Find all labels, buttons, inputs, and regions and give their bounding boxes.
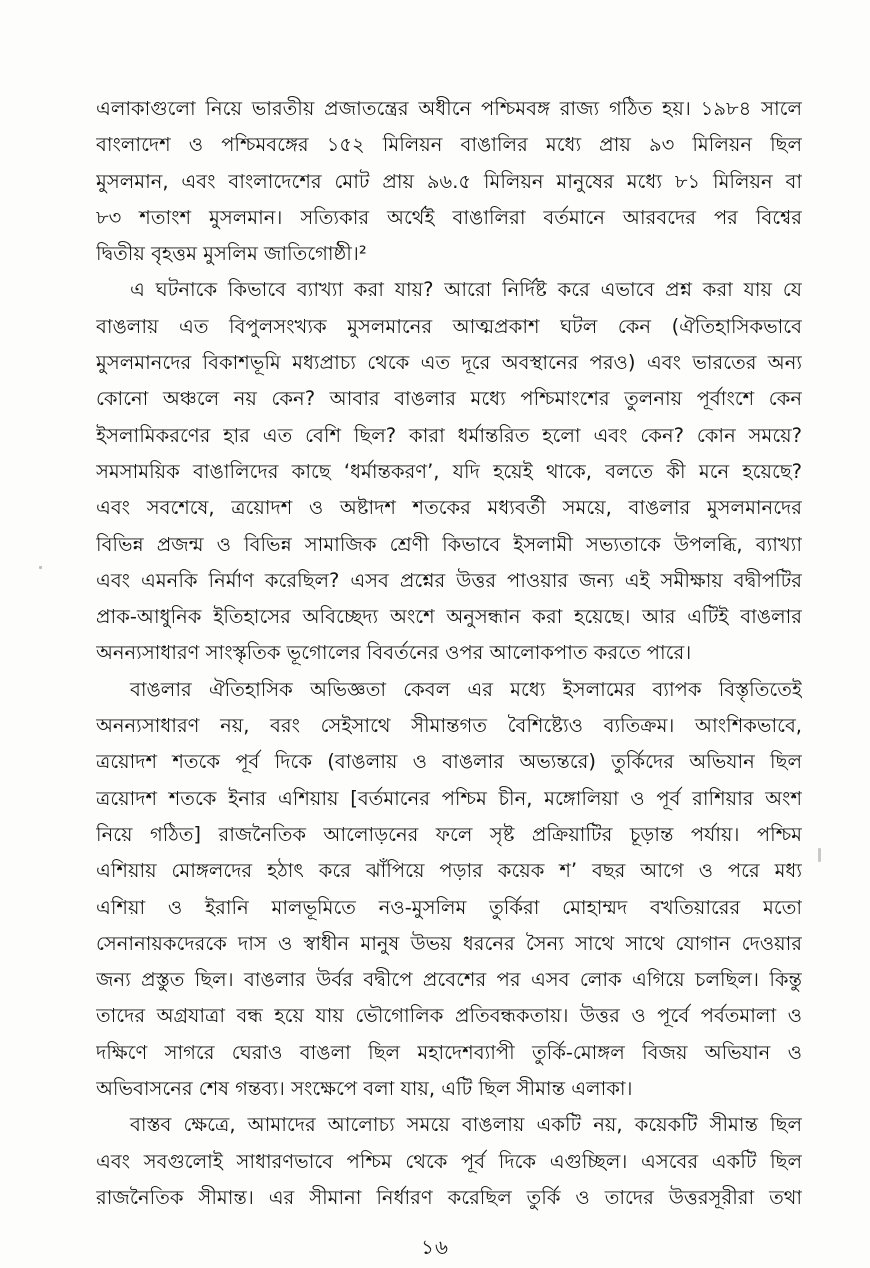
scan-speck [818, 848, 821, 862]
text-line: এবং এমনকি নির্মাণ করেছিল? এসব প্রশ্নের উত্তর পাওয়ার জন্য এই সমীক্ষায় বদ্বীপটির [96, 568, 802, 592]
text-line: বাঙলার ঐতিহাসিক অভিজ্ঞতা কেবল এর মধ্যে ইসলামের ব্যাপক বিস্তৃতিতেই [130, 677, 802, 701]
text-line: এ ঘটনাকে কিভাবে ব্যাখ্যা করা যায়? আরো নির্দিষ্ট করে এভাবে প্রশ্ন করা যায় যে [130, 278, 802, 302]
text-line: নিয়ে গঠিত] রাজনৈতিক আলোড়নের ফলে সৃষ্ট প্রক্রিয়াটির চূড়ান্ত পর্যায়। পশ্চিম [96, 822, 802, 846]
paragraph-3 [96, 672, 802, 1108]
text-line: এবং সবশেষে, ত্রয়োদশ ও অষ্টাদশ শতকের মধ্যবর্তী সময়ে, বাঙলার মুসলমানদের [96, 496, 802, 520]
text-line: ত্রয়োদশ শতকে পূর্ব দিকে (বাঙলায় ও বাঙলার অভ্যন্তরে) তুর্কিদের অভিযান ছিল [96, 750, 802, 774]
scan-speck [39, 566, 42, 569]
text-line: সমসাময়িক বাঙালিদের কাছে ‘ধর্মান্তকরণ’, যদি হয়েই থাকে, বলতে কী মনে হয়েছে? [96, 459, 802, 483]
text-line: এবং সবগুলোই সাধারণভাবে পশ্চিম থেকে পূর্ব দিকে এগুচ্ছিল। এসবের একটি ছিল [96, 1149, 802, 1173]
text-line: এলাকাগুলো নিয়ে ভারতীয় প্রজাতন্ত্রের অধীনে পশ্চিমবঙ্গ রাজ্য গঠিত হয়। ১৯৮৪ সালে [96, 97, 802, 120]
text-line: কোনো অঞ্চলে নয় কেন? আবার বাঙলার মধ্যে পশ্চিমাংশের তুলনায় পূর্বাংশে কেন [96, 387, 802, 411]
text-line: ইসলামিকরণের হার এত বেশি ছিল? কারা ধর্মান্তরিত হলো এবং কেন? কোন সময়ে? [96, 423, 802, 447]
text-line: এশিয়ায় মোঙ্গলদের হঠাৎ করে ঝাঁপিয়ে পড়ার কয়েক শ’ বছর আগে ও পরে মধ্য [96, 859, 802, 883]
text-line: ত্রয়োদশ শতকে ইনার এশিয়ায় [বর্তমানের পশ্চিম চীন, মঙ্গোলিয়া ও পূর্ব রাশিয়ার অংশ [96, 786, 802, 810]
text-line: প্রাক-আধুনিক ইতিহাসের অবিচ্ছেদ্য অংশে অনুসন্ধান করা হয়েছে। আর এটিই বাঙলার [96, 605, 802, 629]
text-line: এশিয়া ও ইরানি মালভূমিতে নও-মুসলিম তুর্কিরা মোহাম্মদ বখতিয়ারের মতো [96, 895, 802, 919]
text-line: অভিবাসনের শেষ গন্তব্য। সংক্ষেপে বলা যায়, এটি ছিল সীমান্ত এলাকা। [96, 1077, 633, 1101]
text-line: অনন্যসাধারণ সাংস্কৃতিক ভূগোলের বিবর্তনের ওপর আলোকপাত করতে পারে। [96, 641, 692, 665]
text-line: মুসলমান, এবং বাংলাদেশের মোট প্রায় ৯৬.৫ মিলিয়ন মানুষের মধ্যে ৮১ মিলিয়ন বা [96, 169, 802, 193]
paragraph-2 [96, 272, 802, 671]
text-line: বিভিন্ন প্রজন্ম ও বিভিন্ন সামাজিক শ্রেণী কিভাবে ইসলামী সভ্যতাকে উপলব্ধি, ব্যাখ্যা [96, 532, 802, 556]
text-line: রাজনৈতিক সীমান্ত। এর সীমানা নির্ধারণ করেছিল তুর্কি ও তাদের উত্তরসূরীরা তথা [96, 1185, 802, 1209]
body-text [96, 91, 802, 1216]
paragraph-4 [96, 1107, 802, 1216]
text-line: বাস্তব ক্ষেত্রে, আমাদের আলোচ্য সময়ে বাঙলায় একটি নয়, কয়েকটি সীমান্ত ছিল [130, 1113, 802, 1137]
text-line: মুসলমানদের বিকাশভূমি মধ্যপ্রাচ্য থেকে এত দূরে অবস্থানের পরও) এবং ভারতের অন্য [96, 351, 802, 375]
text-line: অনন্যসাধারণ নয়, বরং সেইসাথে সীমান্তগত বৈশিষ্ট্যেও ব্যতিক্রম। আংশিকভাবে, [96, 714, 802, 738]
text-line: সেনানায়কদেরকে দাস ও স্বাধীন মানুষ উভয় ধরনের সৈন্য সাথে সাথে যোগান দেওয়ার [96, 931, 802, 955]
text-line: বাংলাদেশ ও পশ্চিমবঙ্গের ১৫২ মিলিয়ন বাঙালির মধ্যে প্রায় ৯৩ মিলিয়ন ছিল [96, 133, 802, 157]
text-line: জন্য প্রস্তুত ছিল। বাঙলার উর্বর বদ্বীপে প্রবেশের পর এসব লোক এগিয়ে চলছিল। কিন্তু [96, 968, 802, 992]
text-line: তাদের অগ্রযাত্রা বন্ধ হয়ে যায় ভৌগোলিক প্রতিবন্ধকতায়। উত্তর ও পূর্বে পর্বতমালা ও [96, 1004, 802, 1028]
page-number: ১৬ [421, 1235, 449, 1259]
text-line: দ্বিতীয় বৃহত্তম মুসলিম জাতিগোষ্ঠী।² [96, 242, 367, 266]
text-line: ৮৩ শতাংশ মুসলমান। সত্যিকার অর্থেই বাঙালিরা বর্তমানে আরবদের পর বিশ্বের [96, 205, 802, 229]
text-line: দক্ষিণে সাগরে ঘেরাও বাঙলা ছিল মহাদেশব্যাপী তুর্কি-মোঙ্গল বিজয় অভিযান ও [96, 1040, 802, 1064]
paragraph-1 [96, 91, 802, 272]
text-line: বাঙলায় এত বিপুলসংখ্যক মুসলমানের আত্মপ্রকাশ ঘটল কেন (ঐতিহাসিকভাবে [96, 314, 802, 338]
